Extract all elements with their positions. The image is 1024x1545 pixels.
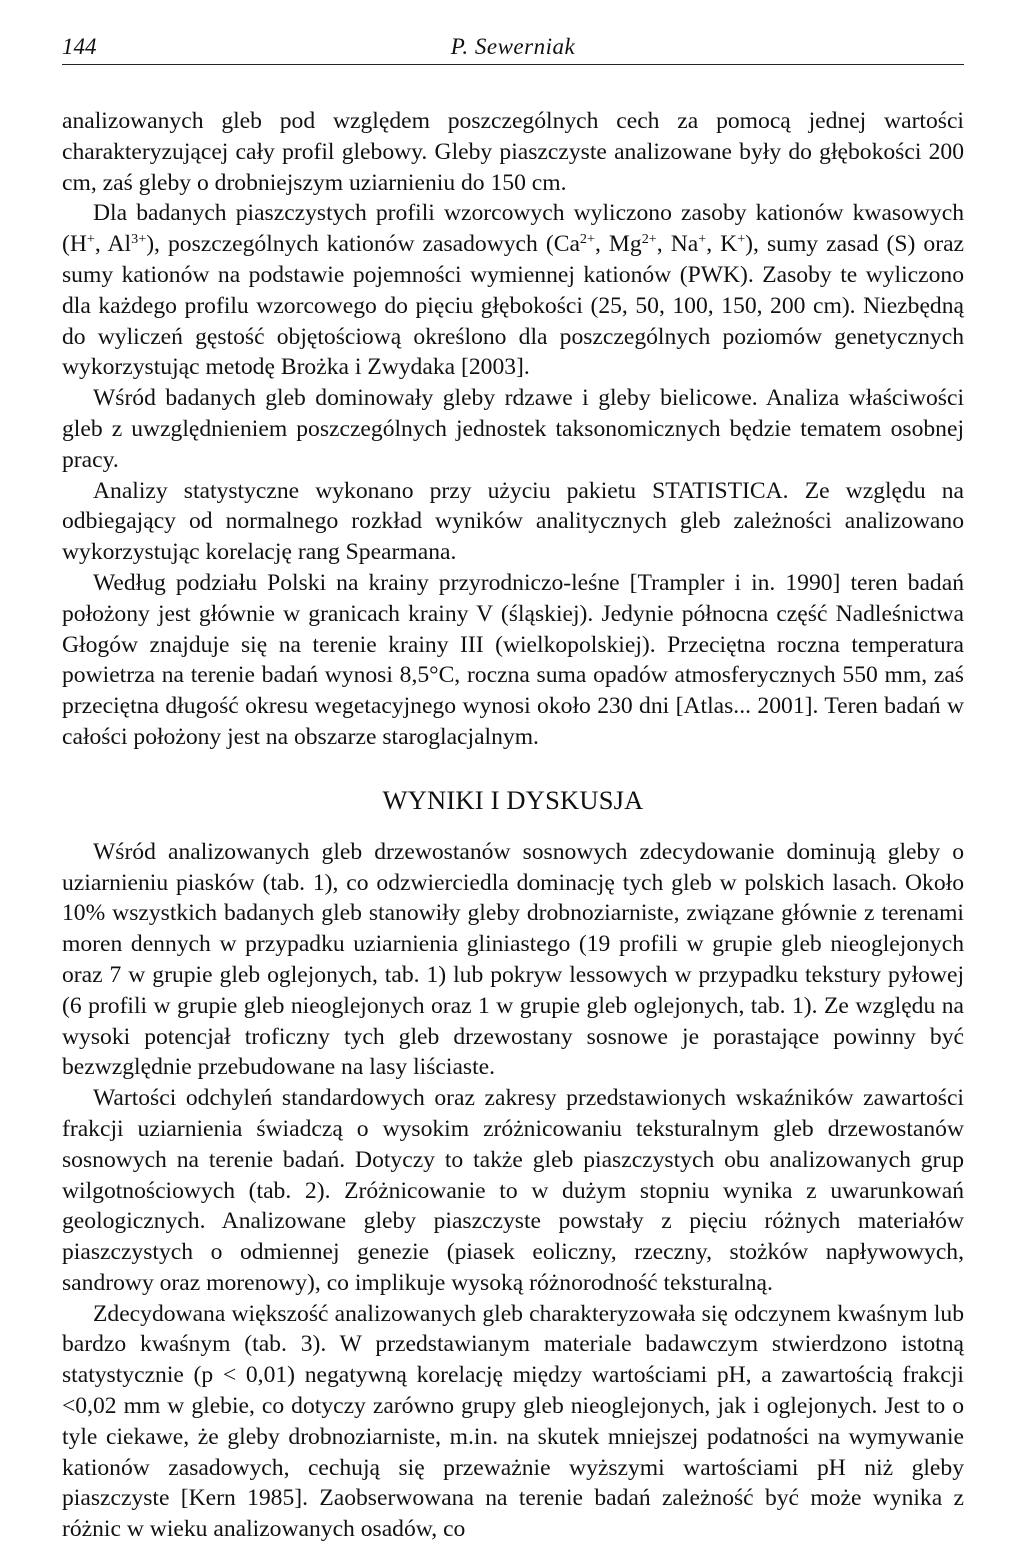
text-run: Dla badanych piaszczystych profili wzorcowych wyliczono zasoby kationów kwasowych (H [62,200,964,258]
paragraph-soil-types: Wśród badanych gleb dominowały gleby rdzawe i gleby bielicowe. Analiza właściwości gleb z uwzględnieniem poszczególnych jednostek taksonomicznych będzie tematem osobnej pracy. [62,385,964,473]
section-heading: WYNIKI I DYSKUSJA [382,784,644,815]
superscript: + [86,231,95,248]
text-run: , Na [656,231,699,258]
paragraph-study-area: Według podziału Polski na krainy przyrodniczo-leśne [Trampler i in. 1990] teren badań położony jest głównie w granicach krainy V (śląskiej). Jedynie północna część Nadleśnictwa Głogów znajduje się na terenie krainy III (wielkopolskiej). Przeciętna roczna temperatura powietrza na terenie badań wynosi 8,5°C, roczna suma opadów atmosferycznych 550 mm, zaś przeciętna długość okresu wegetacyjnego wynosi około 230 dni [Atlas... 2001]. Teren badań w całości położony jest na obszarze staroglacjalnym. [62,569,964,750]
text-run: ), sumy zasad (S) oraz sumy kationów na podstawie pojemności wymiennej kationów (PWK). Zasoby te wyliczono dla każdego profilu wzorcowego do pięciu głębokości (25, 50, 100, 150, 200 cm). Niezbędną do wyliczeń gęstość objętościową określono dla poszczególnych poziomów genetycznych wykorzystując metodę Brożka i Zwydaka [2003]. [62,231,965,381]
superscript: 2+ [579,231,595,248]
text-run: , K [706,231,738,258]
paragraph-statistics: Analizy statystyczne wykonano przy użyciu pakietu STATISTICA. Ze względu na odbiegający od normalnego rozkład wyników analitycznych gleb zależności analizowano wykorzystując korelację rang Spearmana. [62,477,964,566]
text-run: , Mg [594,231,642,258]
superscript: 2+ [641,231,657,248]
paragraph-results-ph: Zdecydowana większość analizowanych gleb charakteryzowała się odczynem kwaśnym lub bardzo kwaśnym (tab. 3). W przedstawianym materiale badawczym stwierdzono istotną statystycznie (p < 0,01) negatywną korelację między wartościami pH, a zawartością frakcji <0,02 mm w glebie, co dotyczy zarówno grupy gleb nieoglejonych, jak i oglejonych. Jest to o tyle ciekawe, że gleby drobnoziarniste, m.in. na skutek mniejszej podatności na wymywanie kationów zasadowych, cechują się przeważnie wyższymi wartościami pH niż gleby piaszczyste [Kern 1985]. Zaobserwowana na terenie badań zależność być może wynika z różnic w wieku analizowanych osadów, co [62,1300,964,1543]
body-text [62,106,964,1545]
paragraph-results-variability: Wartości odchyleń standardowych oraz zakresy przedstawionych wskaźników zawartości frakcji uziarnienia świadczą o wysokim zróżnicowaniu teksturalnym gleb drzewostanów sosnowych na terenie badań. Dotyczy to także gleb piaszczystych obu analizowanych grup wilgotnościowych (tab. 2). Zróżnicowanie to w dużym stopniu wynika z uwarunkowań geologicznych. Analizowane gleby piaszczyste powstały z pięciu różnych materiałów piaszczystych o odmiennej genezie (piasek eoliczny, rzeczny, stożków napływowych, sandrowy oraz morenowy), co implikuje wysoką różnorodność teksturalną. [62,1085,964,1296]
text-run: ), poszczególnych kationów zasadowych (Ca [146,231,580,258]
superscript: + [737,231,746,248]
paragraph-continued: analizowanych gleb pod względem poszczególnych cech za pomocą jednej wartości charakteryzującej cały profil glebowy. Gleby piaszczyste analizowane były do głębokości 200 cm, zaś gleby o drobniejszym uziarnieniu do 150 cm. [62,108,964,196]
paragraph-results-texture: Wśród analizowanych gleb drzewostanów sosnowych zdecydowanie dominują gleby o uziarnieniu piasków (tab. 1), co odzwierciedla dominację tych gleb w polskich lasach. Około 10% wszystkich badanych gleb stanowiły gleby drobnoziarniste, związane głównie z terenami moren dennych w przypadku uziarnienia gliniastego (19 profili w grupie gleb nieoglejonych oraz 7 w grupie gleb oglejonych, tab. 1) lub pokryw lessowych w przypadku tekstury pyłowej (6 profili w grupie gleb nieoglejonych oraz 1 w grupie gleb oglejonych, tab. 1). Ze względu na wysoki potencjał troficzny tych gleb drzewostany sosnowe je porastające powinny być bezwzględnie przebudowane na lasy liściaste. [62,838,964,1081]
superscript: 3+ [131,231,147,248]
page-number: 144 [62,34,97,59]
running-header-author: P. Sewerniak [450,34,576,59]
running-header [62,28,964,65]
text-run: , Al [94,231,132,258]
superscript: + [698,231,707,248]
paragraph-cation-reserves [62,198,964,383]
